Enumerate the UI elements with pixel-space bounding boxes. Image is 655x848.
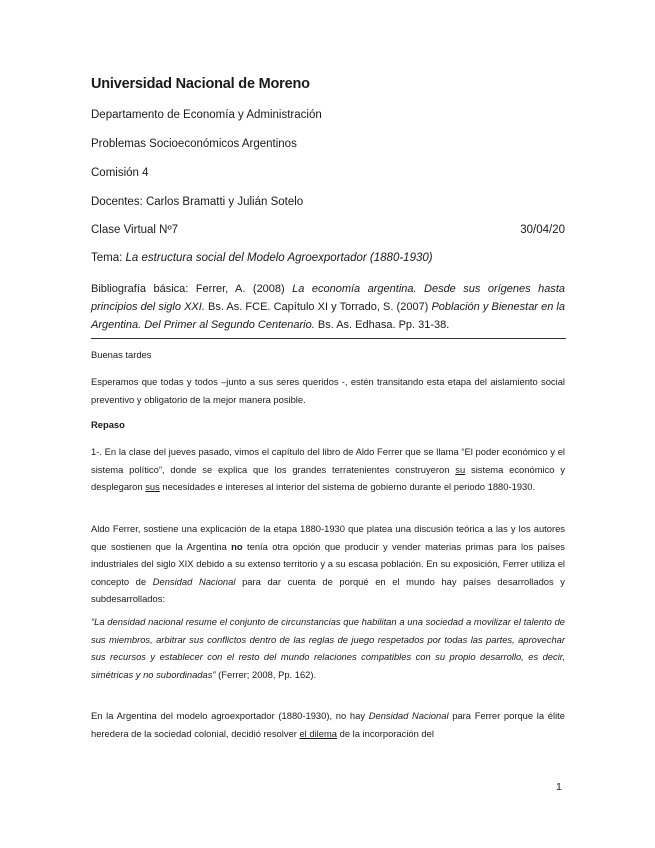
paragraph-1	[91, 443, 565, 496]
p3-underline-dilema: el dilema	[299, 727, 337, 739]
p1-text-c: necesidades e intereses al interior del sistema de gobierno durante el periodo 1880-1930.	[162, 481, 536, 492]
biblio-author1: Ferrer, A. (2008)	[195, 283, 285, 295]
divider	[91, 338, 566, 339]
biblio-title1: La economía argentina. Desde sus orígenes hasta principios del siglo XXI.	[91, 283, 566, 313]
p2-bold-no: no	[231, 540, 243, 552]
teachers-line: Docentes: Carlos Bramatti y Julián Sotelo	[91, 196, 304, 208]
topic-value: La estructura social del Modelo Agroexportador (1880-1930)	[125, 252, 433, 264]
repaso-heading: Repaso	[91, 419, 125, 430]
topic-line	[91, 252, 565, 264]
biblio-pub1: Bs. As. FCE. Capítulo XI y Torrado, S. (2007)	[208, 301, 429, 313]
biblio-title2: Población y Bienestar en la Argentina. Del Primer al Segundo Centenario.	[91, 301, 565, 331]
p3-text-a: En la Argentina del modelo agroexportador (1880-1930), no hay	[91, 710, 366, 721]
p1-underline-sus: sus	[145, 481, 160, 492]
course-line: Problemas Socioeconómicos Argentinos	[91, 138, 297, 150]
paragraph-2	[91, 520, 565, 608]
greeting: Buenas tardes	[91, 349, 152, 360]
biblio-pub2: Bs. As. Edhasa. Pp. 31-38.	[317, 319, 450, 331]
quote-citation: (Ferrer; 2008, Pp. 162).	[215, 668, 317, 680]
p1-text-a: 1-. En la clase del jueves pasado, vimos el capítulo del libro de Aldo Ferrer que se llama “El poder económico y el sistema político”, donde se explica que los grandes terratenientes construyeron	[91, 446, 565, 475]
p3-text-b: para Ferrer porque la élite heredera de la sociedad colonial, decidió resolver	[91, 710, 565, 739]
p2-text-c: para dar cuenta de porqué en el mundo hay países desarrollados y subdesarrollados:	[91, 575, 565, 604]
class-label: Clase Virtual Nº7	[91, 224, 179, 236]
p1-text-b: sistema económico y desplegaron	[91, 463, 566, 492]
bibliography	[91, 280, 565, 334]
quote-text: “La densidad nacional resume el conjunto de circunstancias que habilitan a una sociedad a movilizar el talento de sus miembros, arbitrar sus conflictos dentro de las reglas de juego respetados por todas las partes, aprovechar sus recursos y establecer con el resto del mundo relaciones compatibles con su propio desarrollo, es decir, simétricas y no subordinadas”	[91, 616, 565, 680]
page-number: 1	[556, 781, 562, 793]
p2-text-a: Aldo Ferrer, sostiene una explicación de la etapa 1880-1930 que platea una discusión teórica a las y los autores que sostienen que la Argentina	[91, 523, 565, 552]
class-date-row	[91, 224, 565, 236]
p2-text-b: tenía otra opción que producir y vender materias primas para los países industriales del siglo XIX debido a su extenso territorio y a su escasa población. En su exposición, Ferrer utiliza el concepto de	[91, 540, 565, 587]
quote-paragraph	[91, 613, 565, 683]
topic-label: Tema:	[91, 252, 123, 264]
university-title: Universidad Nacional de Moreno	[91, 76, 310, 92]
p1-underline-su: su	[455, 463, 466, 475]
p3-text-c: de la incorporación del	[339, 727, 434, 739]
intro-paragraph: Esperamos que todas y todos –junto a sus seres queridos -, estén transitando esta etapa del aislamiento social preventivo y obligatorio de la mejor manera posible.	[91, 376, 565, 405]
biblio-label: Bibliografía básica:	[91, 283, 189, 295]
commission-line: Comisión 4	[91, 167, 149, 179]
class-date: 30/04/20	[520, 224, 565, 236]
p2-term: Densidad Nacional	[152, 575, 236, 587]
paragraph-3	[91, 707, 565, 742]
department-line: Departamento de Economía y Administración	[91, 109, 322, 121]
p3-term: Densidad Nacional	[368, 710, 449, 721]
